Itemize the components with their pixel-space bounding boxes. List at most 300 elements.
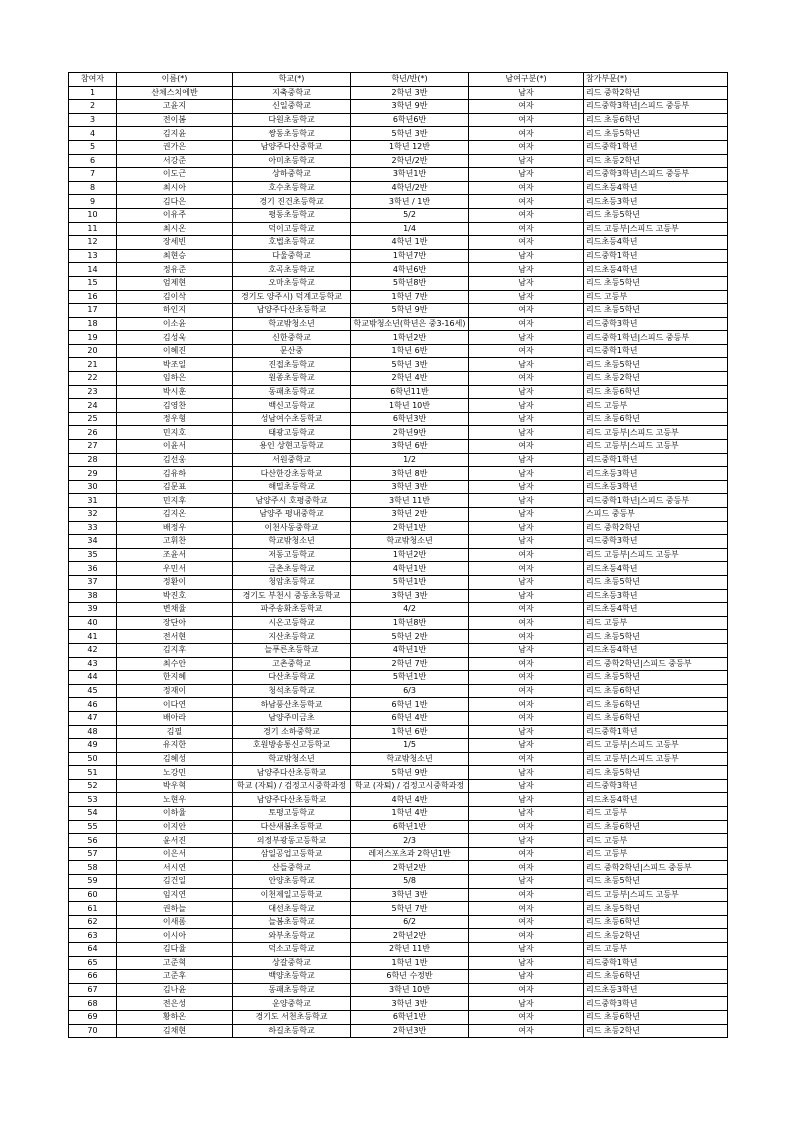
participant-no-cell: 25 [69,412,117,426]
name-cell: 배아라 [117,711,233,725]
gender-cell: 여자 [469,983,584,997]
gender-cell: 남자 [469,970,584,984]
name-cell: 노현우 [117,793,233,807]
grade-class-cell: 5학년 2반 [351,630,469,644]
name-cell: 한지혜 [117,671,233,685]
gender-cell: 남자 [469,358,584,372]
participant-no-cell: 11 [69,222,117,236]
gender-cell: 남자 [469,766,584,780]
table-row [69,344,728,358]
participant-no-cell: 44 [69,671,117,685]
name-cell: 이시아 [117,929,233,943]
gender-cell: 남자 [469,793,584,807]
grade-class-cell: 1학년 6반 [351,344,469,358]
name-cell: 이다연 [117,698,233,712]
category-cell: 리드초등3학년 [584,467,728,481]
school-cell: 남양주다산초등학교 [233,766,351,780]
participant-no-cell: 66 [69,970,117,984]
school-cell: 경기 소하중학교 [233,725,351,739]
gender-cell: 남자 [469,589,584,603]
grade-class-cell: 6학년11반 [351,385,469,399]
category-cell: 리드 고등부 [584,943,728,957]
table-row [69,657,728,671]
table-row [69,847,728,861]
participant-no-cell: 4 [69,127,117,141]
category-cell: 리드중학1학년 [584,453,728,467]
table-row [69,290,728,304]
grade-class-cell: 4학년6반 [351,263,469,277]
participant-no-cell: 56 [69,834,117,848]
table-row [69,263,728,277]
table-row [69,100,728,114]
table-row [69,861,728,875]
participant-no-cell: 70 [69,1024,117,1038]
table-row [69,236,728,250]
participant-no-cell: 51 [69,766,117,780]
name-cell: 장세빈 [117,236,233,250]
school-cell: 남양주다산초등학교 [233,793,351,807]
gender-cell: 여자 [469,698,584,712]
school-cell: 다산초등학교 [233,671,351,685]
school-cell: 쌍동초등학교 [233,127,351,141]
school-cell: 아미초등학교 [233,154,351,168]
participant-no-cell: 34 [69,535,117,549]
school-cell: 금촌초등학교 [233,562,351,576]
grade-class-cell: 5학년8반 [351,276,469,290]
table-row [69,1024,728,1038]
school-cell: 경기 진건초등학교 [233,195,351,209]
category-cell: 리드중학1학년 [584,140,728,154]
name-cell: 김필 [117,725,233,739]
gender-cell: 여자 [469,113,584,127]
table-row [69,249,728,263]
participant-no-cell: 62 [69,915,117,929]
table-row [69,195,728,209]
table-body [69,86,728,1038]
table-row [69,426,728,440]
name-cell: 임하은 [117,372,233,386]
category-cell: 리드중학3학년 [584,535,728,549]
participant-no-cell: 26 [69,426,117,440]
gender-cell: 여자 [469,127,584,141]
name-cell: 김건일 [117,875,233,889]
name-cell: 최현승 [117,249,233,263]
table-row [69,575,728,589]
gender-cell: 여자 [469,140,584,154]
table-row [69,317,728,331]
school-cell: 성남여수초등학교 [233,412,351,426]
participant-no-cell: 21 [69,358,117,372]
name-cell: 김선웅 [117,453,233,467]
table-row [69,208,728,222]
school-cell: 학교밖청소년 [233,317,351,331]
category-cell: 리드 고등부|스피드 고등부 [584,548,728,562]
gender-cell: 여자 [469,711,584,725]
table-row [69,779,728,793]
table-row [69,603,728,617]
gender-cell: 여자 [469,820,584,834]
table-row [69,358,728,372]
gender-cell: 여자 [469,181,584,195]
school-cell: 상하중학교 [233,168,351,182]
gender-cell: 남자 [469,779,584,793]
gender-cell: 남자 [469,385,584,399]
gender-cell: 남자 [469,86,584,100]
name-cell: 하인지 [117,304,233,318]
name-cell: 고준혁 [117,956,233,970]
table-row [69,929,728,943]
grade-class-cell: 2학년 7반 [351,657,469,671]
table-row [69,616,728,630]
school-cell: 다산새봄초등학교 [233,820,351,834]
gender-cell: 여자 [469,847,584,861]
participant-no-cell: 36 [69,562,117,576]
participant-no-cell: 52 [69,779,117,793]
participant-no-cell: 46 [69,698,117,712]
name-cell: 박진호 [117,589,233,603]
grade-class-cell: 학교밖청소년 [351,752,469,766]
name-cell: 전은성 [117,997,233,1011]
school-cell: 호원방송통신고등학교 [233,739,351,753]
participant-no-cell: 15 [69,276,117,290]
school-cell: 다울중학교 [233,249,351,263]
participant-no-cell: 8 [69,181,117,195]
gender-cell: 남자 [469,521,584,535]
name-cell: 민지호 [117,426,233,440]
grade-class-cell: 1학년8반 [351,616,469,630]
gender-cell: 남자 [469,725,584,739]
gender-cell: 남자 [469,956,584,970]
name-cell: 전이봄 [117,113,233,127]
school-cell: 학교밖청소년 [233,752,351,766]
name-cell: 김지온 [117,508,233,522]
name-cell: 이은서 [117,847,233,861]
participant-no-cell: 2 [69,100,117,114]
gender-cell: 여자 [469,195,584,209]
participant-no-cell: 68 [69,997,117,1011]
school-cell: 학교밖청소년 [233,535,351,549]
table-row [69,875,728,889]
category-cell: 리드 고등부 [584,847,728,861]
name-cell: 최수안 [117,657,233,671]
name-cell: 유지한 [117,739,233,753]
school-cell: 늘봄초등학교 [233,915,351,929]
category-cell: 리드 초등6학년 [584,412,728,426]
participant-no-cell: 12 [69,236,117,250]
gender-cell: 여자 [469,1024,584,1038]
category-cell: 리드 초등5학년 [584,630,728,644]
category-cell: 리드 초등6학년 [584,385,728,399]
gender-cell: 남자 [469,943,584,957]
category-cell: 리드 초등2학년 [584,929,728,943]
category-cell: 리드 초등6학년 [584,820,728,834]
grade-class-cell: 6학년1반 [351,1010,469,1024]
grade-class-cell: 2학년 3반 [351,86,469,100]
participant-no-cell: 53 [69,793,117,807]
participant-no-cell: 64 [69,943,117,957]
category-cell: 리드 고등부 [584,290,728,304]
category-cell: 리드초등4학년 [584,793,728,807]
grade-class-cell: 5학년1반 [351,575,469,589]
table-row [69,548,728,562]
participant-no-cell: 41 [69,630,117,644]
school-cell: 다원초등학교 [233,113,351,127]
gender-cell: 여자 [469,304,584,318]
grade-class-cell: 6학년 4반 [351,711,469,725]
school-cell: 남양주 평내중학교 [233,508,351,522]
gender-cell: 남자 [469,399,584,413]
name-cell: 산체스치에반 [117,86,233,100]
participant-no-cell: 63 [69,929,117,943]
table-row [69,1010,728,1024]
school-cell: 서원중학교 [233,453,351,467]
participant-no-cell: 6 [69,154,117,168]
participant-no-cell: 54 [69,807,117,821]
name-cell: 박시훈 [117,385,233,399]
gender-cell: 남자 [469,494,584,508]
category-cell: 리드 고등부|스피드 고등부 [584,440,728,454]
school-cell: 지축중학교 [233,86,351,100]
gender-cell: 남자 [469,276,584,290]
participant-no-cell: 38 [69,589,117,603]
participant-no-cell: 7 [69,168,117,182]
category-cell: 리드초등4학년 [584,643,728,657]
name-cell: 변채율 [117,603,233,617]
school-cell: 늘푸른초등학교 [233,643,351,657]
name-cell: 임지연 [117,888,233,902]
gender-cell: 여자 [469,562,584,576]
name-cell: 김지윤 [117,127,233,141]
name-cell: 박우혁 [117,779,233,793]
name-cell: 김채현 [117,1024,233,1038]
school-cell: 용인 상현고등학교 [233,440,351,454]
grade-class-cell: 학교 (자퇴) / 검정고시중학과정 [351,779,469,793]
table-row [69,276,728,290]
name-cell: 정재이 [117,684,233,698]
school-cell: 청석초등학교 [233,684,351,698]
category-cell: 리드중학1학년|스피드 중등부 [584,331,728,345]
table-row [69,630,728,644]
gender-cell: 여자 [469,861,584,875]
table-row [69,331,728,345]
participant-no-cell: 30 [69,480,117,494]
participant-no-cell: 27 [69,440,117,454]
grade-class-cell: 3학년 6반 [351,440,469,454]
grade-class-cell: 1학년 6반 [351,725,469,739]
grade-class-cell: 1학년 4반 [351,807,469,821]
table-row [69,453,728,467]
school-cell: 동패초등학교 [233,385,351,399]
school-cell: 남양주시 호평중학교 [233,494,351,508]
category-cell: 리드 중학2학년 [584,521,728,535]
category-cell: 리드 초등5학년 [584,358,728,372]
grade-class-cell: 3학년 3반 [351,888,469,902]
gender-cell: 여자 [469,684,584,698]
participant-no-cell: 16 [69,290,117,304]
grade-class-cell: 4학년1반 [351,643,469,657]
category-cell: 리드 고등부 [584,616,728,630]
school-cell: 청암초등학교 [233,575,351,589]
participant-no-cell: 13 [69,249,117,263]
gender-cell: 여자 [469,440,584,454]
grade-class-cell: 3학년 2반 [351,508,469,522]
participant-no-cell: 60 [69,888,117,902]
school-cell: 삼일공업고등학교 [233,847,351,861]
grade-class-cell: 6/2 [351,915,469,929]
school-cell: 동패초등학교 [233,983,351,997]
grade-class-cell: 4학년1반 [351,562,469,576]
table-row [69,888,728,902]
grade-class-cell: 레저스포츠과 2학년1반 [351,847,469,861]
school-cell: 저동고등학교 [233,548,351,562]
category-cell: 리드 고등부|스피드 고등부 [584,739,728,753]
name-cell: 서강준 [117,154,233,168]
school-cell: 시온고등학교 [233,616,351,630]
school-cell: 남양주다산초등학교 [233,304,351,318]
grade-class-cell: 6학년 수정반 [351,970,469,984]
participant-no-cell: 48 [69,725,117,739]
category-cell: 리드초등4학년 [584,562,728,576]
table-row [69,494,728,508]
school-cell: 해밀초등학교 [233,480,351,494]
participant-no-cell: 57 [69,847,117,861]
category-cell: 리드중학1학년 [584,956,728,970]
category-cell: 리드 고등부|스피드 고등부 [584,888,728,902]
name-cell: 윤서진 [117,834,233,848]
table-row [69,372,728,386]
category-cell: 리드 초등6학년 [584,970,728,984]
name-cell: 김이삭 [117,290,233,304]
category-cell: 리드초등3학년 [584,480,728,494]
category-cell: 리드중학3학년 [584,317,728,331]
category-cell: 리드 초등2학년 [584,372,728,386]
category-cell: 리드 고등부|스피드 고등부 [584,222,728,236]
table-row [69,399,728,413]
gender-cell: 남자 [469,739,584,753]
participant-no-cell: 29 [69,467,117,481]
category-cell: 리드 초등5학년 [584,208,728,222]
category-cell: 리드초등4학년 [584,603,728,617]
header-school: 학교(*) [233,73,351,87]
grade-class-cell: 3학년1반 [351,168,469,182]
gender-cell: 여자 [469,915,584,929]
school-cell: 이천사동중학교 [233,521,351,535]
gender-cell: 남자 [469,997,584,1011]
grade-class-cell: 2/3 [351,834,469,848]
table-row [69,983,728,997]
school-cell: 태광고등학교 [233,426,351,440]
table-row [69,711,728,725]
gender-cell: 여자 [469,548,584,562]
category-cell: 리드중학1학년 [584,725,728,739]
school-cell: 상갈중학교 [233,956,351,970]
name-cell: 전서현 [117,630,233,644]
gender-cell: 남자 [469,807,584,821]
grade-class-cell: 3학년 9반 [351,100,469,114]
grade-class-cell: 4학년 1반 [351,236,469,250]
gender-cell: 남자 [469,290,584,304]
participant-no-cell: 42 [69,643,117,657]
category-cell: 리드초등4학년 [584,236,728,250]
table-row [69,480,728,494]
grade-class-cell: 3학년 3반 [351,997,469,1011]
participant-no-cell: 50 [69,752,117,766]
name-cell: 박조일 [117,358,233,372]
grade-class-cell: 1학년7반 [351,249,469,263]
grade-class-cell: 6/3 [351,684,469,698]
category-cell: 리드 초등2학년 [584,154,728,168]
category-cell: 리드 초등5학년 [584,276,728,290]
category-cell: 리드초등3학년 [584,195,728,209]
participant-no-cell: 10 [69,208,117,222]
school-cell: 지산초등학교 [233,630,351,644]
participant-no-cell: 17 [69,304,117,318]
table-row [69,154,728,168]
school-cell: 이천제일고등학교 [233,888,351,902]
grade-class-cell: 3학년 10반 [351,983,469,997]
grade-class-cell: 5학년1반 [351,671,469,685]
category-cell: 리드 초등6학년 [584,698,728,712]
school-cell: 백양초등학교 [233,970,351,984]
school-cell: 오마초등학교 [233,276,351,290]
gender-cell: 남자 [469,249,584,263]
school-cell: 남양주미금초 [233,711,351,725]
category-cell: 리드 고등부 [584,399,728,413]
grade-class-cell: 2학년9반 [351,426,469,440]
gender-cell: 남자 [469,331,584,345]
table-row [69,535,728,549]
school-cell: 다산한강초등학교 [233,467,351,481]
participant-no-cell: 40 [69,616,117,630]
participant-no-cell: 22 [69,372,117,386]
category-cell: 리드 고등부|스피드 고등부 [584,426,728,440]
category-cell: 리드 초등5학년 [584,902,728,916]
category-cell: 리드 초등5학년 [584,575,728,589]
grade-class-cell: 2학년 4반 [351,372,469,386]
table-row [69,725,728,739]
participant-no-cell: 14 [69,263,117,277]
table-row [69,684,728,698]
participant-no-cell: 32 [69,508,117,522]
grade-class-cell: 1학년2반 [351,331,469,345]
grade-class-cell: 1/4 [351,222,469,236]
table-row [69,766,728,780]
name-cell: 김문표 [117,480,233,494]
participant-no-cell: 45 [69,684,117,698]
participant-no-cell: 59 [69,875,117,889]
table-row [69,589,728,603]
category-cell: 리드 중학2학년 [584,86,728,100]
category-cell: 리드 초등6학년 [584,113,728,127]
gender-cell: 여자 [469,317,584,331]
name-cell: 김지후 [117,643,233,657]
gender-cell: 여자 [469,671,584,685]
table-row [69,412,728,426]
grade-class-cell: 2학년1반 [351,521,469,535]
name-cell: 김다은 [117,195,233,209]
gender-cell: 여자 [469,902,584,916]
name-cell: 황하온 [117,1010,233,1024]
gender-cell: 여자 [469,616,584,630]
table-row [69,807,728,821]
name-cell: 김영찬 [117,399,233,413]
gender-cell: 여자 [469,100,584,114]
grade-class-cell: 2학년/2반 [351,154,469,168]
gender-cell: 남자 [469,480,584,494]
grade-class-cell: 4/2 [351,603,469,617]
name-cell: 이윤서 [117,440,233,454]
category-cell: 리드 초등5학년 [584,127,728,141]
